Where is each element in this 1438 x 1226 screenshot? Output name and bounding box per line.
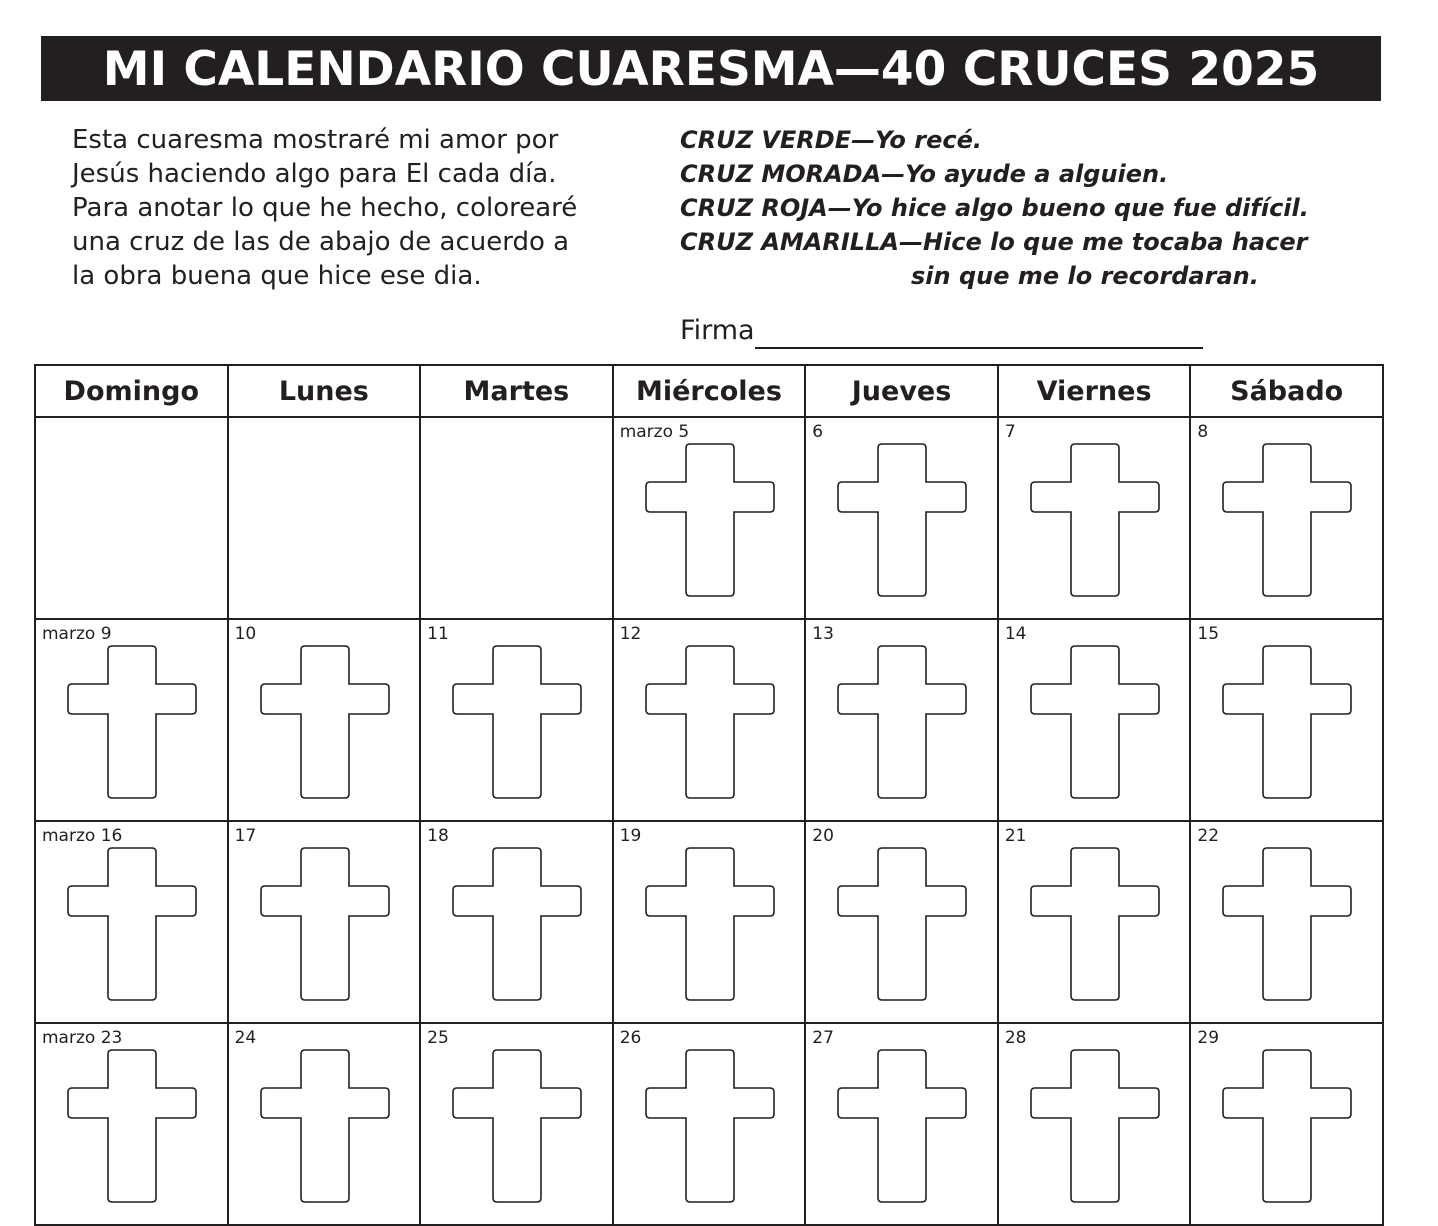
calendar-day-cell <box>805 821 998 1023</box>
cross-coloring-icon[interactable] <box>451 846 583 1002</box>
legend-yellow: CRUZ AMARILLA—Hice lo que me tocaba hacer <box>680 228 1308 256</box>
cross-coloring-icon[interactable] <box>259 846 391 1002</box>
cross-outline <box>646 646 774 798</box>
cross-coloring-icon[interactable] <box>66 1048 198 1204</box>
day-number: 22 <box>1197 826 1220 846</box>
color-legend <box>680 123 1360 293</box>
empty-day-cell <box>35 417 228 619</box>
calendar-day-cell <box>228 1023 421 1225</box>
legend-yellow-continued: sin que me lo recordaran. <box>911 262 1259 290</box>
cross-outline <box>1223 1050 1351 1202</box>
day-number: 27 <box>812 1028 834 1048</box>
cross-outline <box>453 1050 581 1202</box>
empty-day-cell <box>228 417 421 619</box>
calendar-day-cell <box>613 417 806 619</box>
cross-outline <box>68 646 196 798</box>
day-number: marzo 16 <box>42 826 123 846</box>
cross-coloring-icon[interactable] <box>836 644 968 800</box>
calendar-week-row <box>35 417 1383 619</box>
calendar-week-row <box>35 619 1383 821</box>
cross-coloring-icon[interactable] <box>1221 1048 1353 1204</box>
calendar-day-cell <box>420 821 613 1023</box>
calendar-week-row <box>35 1023 1383 1225</box>
day-number: 7 <box>1004 422 1016 442</box>
cross-coloring-icon[interactable] <box>1221 442 1353 598</box>
cross-coloring-icon[interactable] <box>451 1048 583 1204</box>
cross-coloring-icon[interactable] <box>644 442 776 598</box>
cross-coloring-icon[interactable] <box>1221 644 1353 800</box>
cross-coloring-icon[interactable] <box>1029 846 1161 1002</box>
day-number: 28 <box>1004 1028 1027 1048</box>
empty-day-cell <box>420 417 613 619</box>
cross-outline <box>1223 444 1351 596</box>
calendar-day-cell <box>998 1023 1191 1225</box>
day-number: 19 <box>619 826 642 846</box>
cross-outline <box>1223 848 1351 1000</box>
cross-coloring-icon[interactable] <box>836 1048 968 1204</box>
calendar-day-cell <box>228 619 421 821</box>
calendar-day-cell <box>805 619 998 821</box>
calendar-day-cell <box>1190 1023 1383 1225</box>
cross-outline <box>68 848 196 1000</box>
cross-coloring-icon[interactable] <box>1221 846 1353 1002</box>
cross-outline <box>838 848 966 1000</box>
cross-coloring-icon[interactable] <box>259 644 391 800</box>
day-number: 13 <box>812 624 834 644</box>
cross-coloring-icon[interactable] <box>644 846 776 1002</box>
page-title: MI CALENDARIO CUARESMA—40 CRUCES 2025 <box>41 36 1381 101</box>
cross-outline <box>1031 1050 1159 1202</box>
cross-outline <box>1031 646 1159 798</box>
legend-red: CRUZ ROJA—Yo hice algo bueno que fue difícil. <box>680 194 1309 222</box>
weekday-header: Lunes <box>228 365 421 417</box>
cross-outline <box>838 646 966 798</box>
day-number: 10 <box>234 624 257 644</box>
calendar-day-cell <box>998 417 1191 619</box>
cross-outline <box>838 444 966 596</box>
calendar-day-cell <box>1190 417 1383 619</box>
calendar-day-cell <box>420 619 613 821</box>
cross-outline <box>68 1050 196 1202</box>
cross-outline <box>453 646 581 798</box>
cross-coloring-icon[interactable] <box>644 1048 776 1204</box>
intro-line: Jesús haciendo algo para El cada día. <box>72 159 557 189</box>
calendar-day-cell <box>613 1023 806 1225</box>
intro-line: una cruz de las de abajo de acuerdo a <box>72 227 570 257</box>
weekday-header: Viernes <box>998 365 1191 417</box>
day-number: 26 <box>619 1028 642 1048</box>
day-number: 15 <box>1197 624 1220 644</box>
day-number: 20 <box>812 826 834 846</box>
calendar-day-cell <box>613 821 806 1023</box>
calendar-day-cell <box>998 821 1191 1023</box>
cross-outline <box>646 444 774 596</box>
intro-line: Para anotar lo que he hecho, colorearé <box>72 193 578 223</box>
signature-label: Firma <box>680 315 755 346</box>
cross-coloring-icon[interactable] <box>1029 442 1161 598</box>
day-number: 14 <box>1004 624 1027 644</box>
day-number: marzo 23 <box>42 1028 123 1048</box>
day-number: 11 <box>427 624 449 644</box>
calendar-day-cell <box>998 619 1191 821</box>
day-number: 17 <box>234 826 257 846</box>
intro-paragraph <box>72 123 632 293</box>
cross-coloring-icon[interactable] <box>1029 1048 1161 1204</box>
cross-outline <box>646 1050 774 1202</box>
day-number: 29 <box>1197 1028 1220 1048</box>
day-number: marzo 5 <box>619 422 690 442</box>
day-number: 25 <box>427 1028 449 1048</box>
weekday-header: Miércoles <box>613 365 806 417</box>
calendar-grid <box>34 364 1384 1226</box>
intro-line: la obra buena que hice ese dia. <box>72 261 482 291</box>
cross-coloring-icon[interactable] <box>66 846 198 1002</box>
calendar-day-cell <box>420 1023 613 1225</box>
cross-outline <box>261 1050 389 1202</box>
cross-coloring-icon[interactable] <box>644 644 776 800</box>
signature-field <box>680 313 1203 349</box>
cross-coloring-icon[interactable] <box>451 644 583 800</box>
cross-coloring-icon[interactable] <box>1029 644 1161 800</box>
calendar-day-cell <box>805 417 998 619</box>
day-number: 6 <box>812 422 824 442</box>
cross-coloring-icon[interactable] <box>836 442 968 598</box>
weekday-header: Sábado <box>1190 365 1383 417</box>
cross-coloring-icon[interactable] <box>66 644 198 800</box>
calendar-day-cell <box>35 619 228 821</box>
cross-coloring-icon[interactable] <box>259 1048 391 1204</box>
weekday-header-row <box>35 365 1383 417</box>
weekday-header: Domingo <box>35 365 228 417</box>
calendar-day-cell <box>805 1023 998 1225</box>
day-number: 12 <box>619 624 642 644</box>
calendar-week-row <box>35 821 1383 1023</box>
cross-outline <box>646 848 774 1000</box>
cross-outline <box>838 1050 966 1202</box>
day-number: 18 <box>427 826 449 846</box>
calendar-day-cell <box>35 1023 228 1225</box>
calendar-day-cell <box>613 619 806 821</box>
cross-outline <box>1031 444 1159 596</box>
cross-outline <box>1031 848 1159 1000</box>
weekday-header: Martes <box>420 365 613 417</box>
calendar-day-cell <box>35 821 228 1023</box>
signature-line[interactable] <box>755 317 1203 349</box>
calendar-day-cell <box>228 821 421 1023</box>
cross-outline <box>261 848 389 1000</box>
day-number: 21 <box>1004 826 1027 846</box>
day-number: 24 <box>234 1028 257 1048</box>
cross-outline <box>261 646 389 798</box>
day-number: 8 <box>1197 422 1209 442</box>
intro-line: Esta cuaresma mostraré mi amor por <box>72 125 559 155</box>
legend-green: CRUZ VERDE—Yo recé. <box>680 126 982 154</box>
weekday-header: Jueves <box>805 365 998 417</box>
day-number: marzo 9 <box>42 624 112 644</box>
cross-coloring-icon[interactable] <box>836 846 968 1002</box>
calendar-day-cell <box>1190 821 1383 1023</box>
calendar-day-cell <box>1190 619 1383 821</box>
legend-purple: CRUZ MORADA—Yo ayude a alguien. <box>680 160 1169 188</box>
cross-outline <box>1223 646 1351 798</box>
cross-outline <box>453 848 581 1000</box>
